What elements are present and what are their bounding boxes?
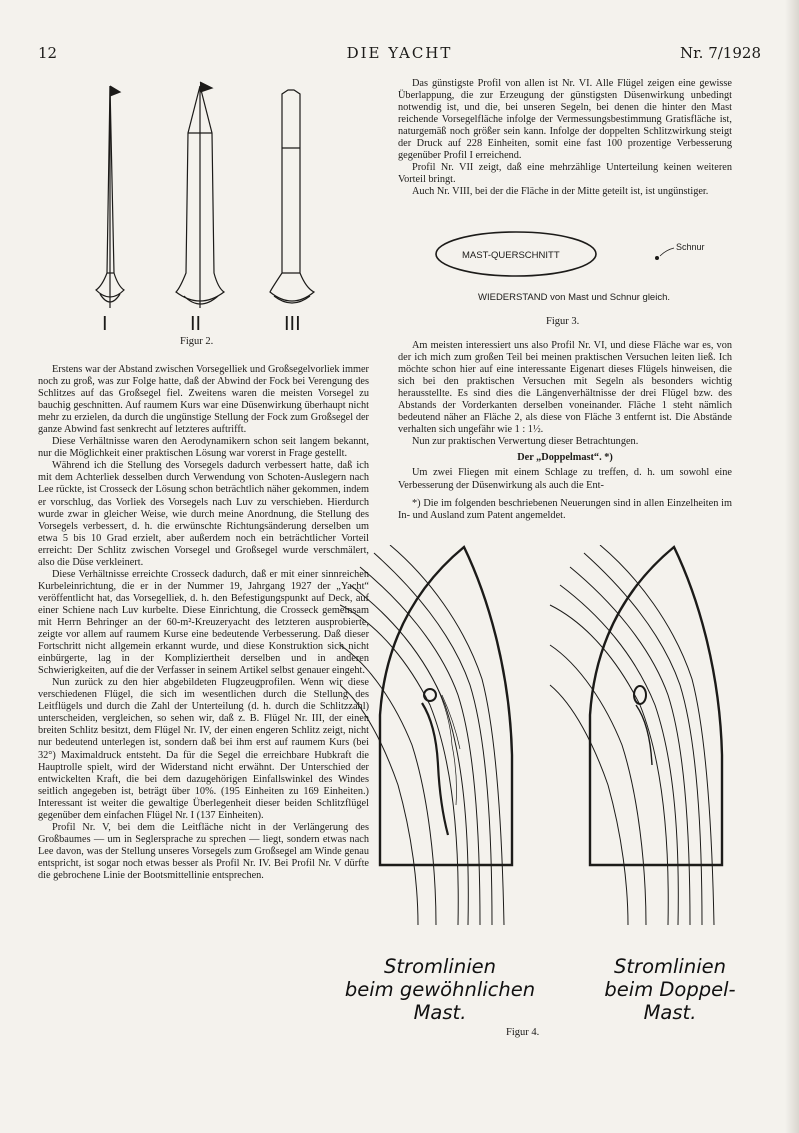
left-column	[38, 364, 369, 882]
figure-2-caption: Figur 2.	[180, 336, 214, 347]
figure-4-left-caption	[340, 955, 540, 1024]
figure-4-right-caption	[585, 955, 755, 1024]
page-number: 12	[38, 44, 58, 62]
footnote: *) Die im folgenden beschriebenen Neuerungen sind in allen Einzelheiten im In- und Ausland zum Patent angemeldet.	[398, 497, 732, 521]
paragraph: Diese Verhältnisse erreichte Crosseck dadurch, daß er mit einer sinnreichen Kurbeleinrichtung, die er in der Nummer 19, Jahrgang 1927 der „Yacht“ veröffentlicht hat, das Vorsegelliek, d. h. den Befestigungspunkt auf Deck, auf einer Schiene nach Luv kurbelte. Diese Einrichtung, die Crosseck gemeinsam mit Herrn Behringer an der 60-m²-Kreuzeryacht des letzteren ausprobierte, zeigte vor allem auf raumem Kurse eine bedeutende Verbesserung. Daß dieser Fortschritt nicht allgemein erkannt wurde, und diese Konstruktion sich nicht einbürgerte, lag in der Kompliziertheit derselben und in anderen Schwierigkeiten, auf die der Verfasser in seinem Artikel selbst genauer eingeht.	[38, 568, 369, 677]
section-heading: Der „Doppelmast“. *)	[517, 452, 613, 464]
figure-4-caption: Figur 4.	[506, 1027, 540, 1038]
caption-line: Mast.	[643, 1001, 697, 1024]
mast-label: MAST-QUERSCHNITT	[462, 250, 560, 261]
paragraph: Um zwei Fliegen mit einem Schlage zu treffen, d. h. um sowohl eine Verbesserung der Düsenwirkung als auch die Ent-	[398, 467, 732, 491]
rig-label-1: I	[102, 313, 108, 335]
figure-2-sail-drawings	[60, 78, 360, 348]
hull-right	[590, 547, 722, 865]
hull-left	[380, 547, 512, 865]
paragraph: Am meisten interessiert uns also Profil Nr. VI, und diese Fläche war es, von der ich mich zum großen Teil bei meinen praktischen Versuchen leiten ließ. Ich möchte schon hier auf eine interessante Eigenart dieses Flügels hinweisen, die sich bei den praktischen Versuchen mit Segeln als besonders wichtig herausstellte. Es sind dies die Längenverhältnisse der drei Flügel bzw. des Abstands der Vorderkanten derselben voneinander. Fläche 1 steht nämlich bedeutend näher an Fläche 2, als diese von Fläche 3 entfernt ist. Die Abstände verhalten sich ungefähr wie 1 : 1½.	[398, 340, 732, 436]
streamlines-right	[550, 545, 714, 925]
paragraph: Nun zurück zu den hier abgebildeten Flugzeugprofilen. Wenn wir diese verschiedenen Flügel, die sich im wesentlichen durch die Stellung des Leitflügels und durch die Zahl der Unterteilung (d. h. durch die Schlitzzahl) unterscheiden, vergleichen, so sehen wir, daß z. B. Flügel Nr. III, der einen breiten Schlitz besitzt, dem Flügel Nr. IV, der einen engeren Schlitz zeigt, nicht nur bedeutend unterlegen ist, sondern daß bei ihm erst auf raumem Kurs (bei 32°) Maximaldruck entsteht. Da für die Segel die erreichbare Hubkraft die Hauptrolle spielt, wird der Widerstand nicht erwähnt. Der Unterschied der entwickelten Kraft, die bei dem dazugehörigen Einfallswinkel des Windes seitlich angegeben ist, beträgt über 10%. (195 Einheiten zu 169 Einheiten.) Interessant ist weiter die gewaltige Überlegenheit dieser beiden Schlitzflügel gegenüber dem einfachen Flügel Nr. I (137 Einheiten).	[38, 677, 369, 821]
right-column-top	[398, 78, 732, 198]
rig-3-mast	[270, 90, 314, 301]
figure-3-caption: Figur 3.	[546, 316, 580, 327]
issue-number: Nr. 7/1928	[680, 44, 761, 62]
rig-label-2: II	[190, 313, 202, 335]
right-column-bottom	[398, 340, 732, 522]
schnur-dot	[655, 256, 659, 260]
caption-line: beim gewöhnlichen	[344, 978, 536, 1001]
caption-line: Stromlinien	[384, 955, 496, 978]
paragraph: Das günstigste Profil von allen ist Nr. VI. Alle Flügel zeigen eine gewisse Überlappung, die zur Erzeugung der günstigsten Düsenwirkung unbedingt notwendig ist, und die, bei unseren Segeln, bei denen die hinter den Mast reichende Vorsegelfläche infolge der Vermessungsbestimmung Gratisfläche ist, naturgemäß noch größer sein kann. Infolge der doppelten Schlitzwirkung steigt der Druck auf 228 Einheiten, somit eine fast 100 prozentige Verbesserung gegenüber Profil I erreichend.	[398, 78, 732, 162]
paragraph: Profil Nr. VII zeigt, daß eine mehrzählige Unterteilung keinen weiteren Vorteil bringt.	[398, 162, 732, 186]
paragraph: Diese Verhältnisse waren den Aerodynamikern schon seit langem bekannt, nur die Möglichkeit einer praktischen Lösung war vorerst in Frage gestellt.	[38, 436, 369, 460]
page-edge-shadow	[785, 0, 799, 1133]
paragraph: Erstens war der Abstand zwischen Vorsegelliek und Großsegelvorliek immer noch zu groß, was zur Folge hatte, daß der Abwind der Fock bei Verengung des Schlitzes auf das Großsegel fiel. Zweitens waren die meisten Vorsegel zu bauchig geschnitten. Auf raumem Kurs war eine Düsenwirkung überhaupt nicht mehr zu erzielen, da durch die ungünstige Stellung der Fock zum Großsegel der ganze Abwind fast senkrecht auf letzteres auftrifft.	[38, 364, 369, 436]
caption-line: Mast.	[413, 1001, 467, 1024]
figure-4-streamlines	[340, 545, 760, 945]
caption-line: beim Doppel-	[604, 978, 736, 1001]
streamlines-left	[340, 545, 504, 925]
magazine-title: DIE YACHT	[346, 44, 453, 62]
schnur-label: Schnur	[676, 242, 705, 252]
paragraph: Profil Nr. V, bei dem die Leitfläche nicht in der Verlängerung des Großbaumes — um in Seglersprache zu sprechen — liegt, sondern etwas nach Lee davon, was der Stellung unseres Vorsegels zum Großsegel am Winde genau entspricht, ist sogar noch etwas besser als Profil Nr. IV. Bei Profil Nr. V dürfte die gebrochene Linie der Bootsmittellinie entsprechen.	[38, 821, 369, 881]
paragraph: Auch Nr. VIII, bei der die Fläche in der Mitte geteilt ist, ist ungünstiger.	[412, 186, 709, 198]
caption-line: Stromlinien	[614, 955, 726, 978]
rig-label-3: III	[284, 313, 301, 335]
paragraph: Während ich die Stellung des Vorsegels dadurch verbessert hatte, daß ich mit dem Achterliek desselben durch Verwendung von Schoten-Auslegern nach Lee rückte, ist Crosseck der Lösung schon beträchtlich näher gekommen, indem er vorschlug, das Vorliek des Vorsegels nach Luv zu verschieben. Hierdurch wurde zwar in gleicher Weise, wie durch meine Anordnung, die Stellung des Vorsegels verbessert, d. h. die erwünschte Richtungsänderung derselben um etwa 5 bis 10 Grad erzielt, aber außerdem noch ein beträchtlicher Vorteil erreicht: Der Schlitz zwischen Vorsegel und Großsegel wurde verschmälert, also die Düse verkleinert.	[38, 460, 369, 568]
resistance-note: WIEDERSTAND von Mast und Schnur gleich.	[478, 292, 671, 303]
paragraph: Nun zur praktischen Verwertung dieser Betrachtungen.	[412, 436, 639, 448]
figure-3-mast-cross-section	[430, 228, 730, 308]
